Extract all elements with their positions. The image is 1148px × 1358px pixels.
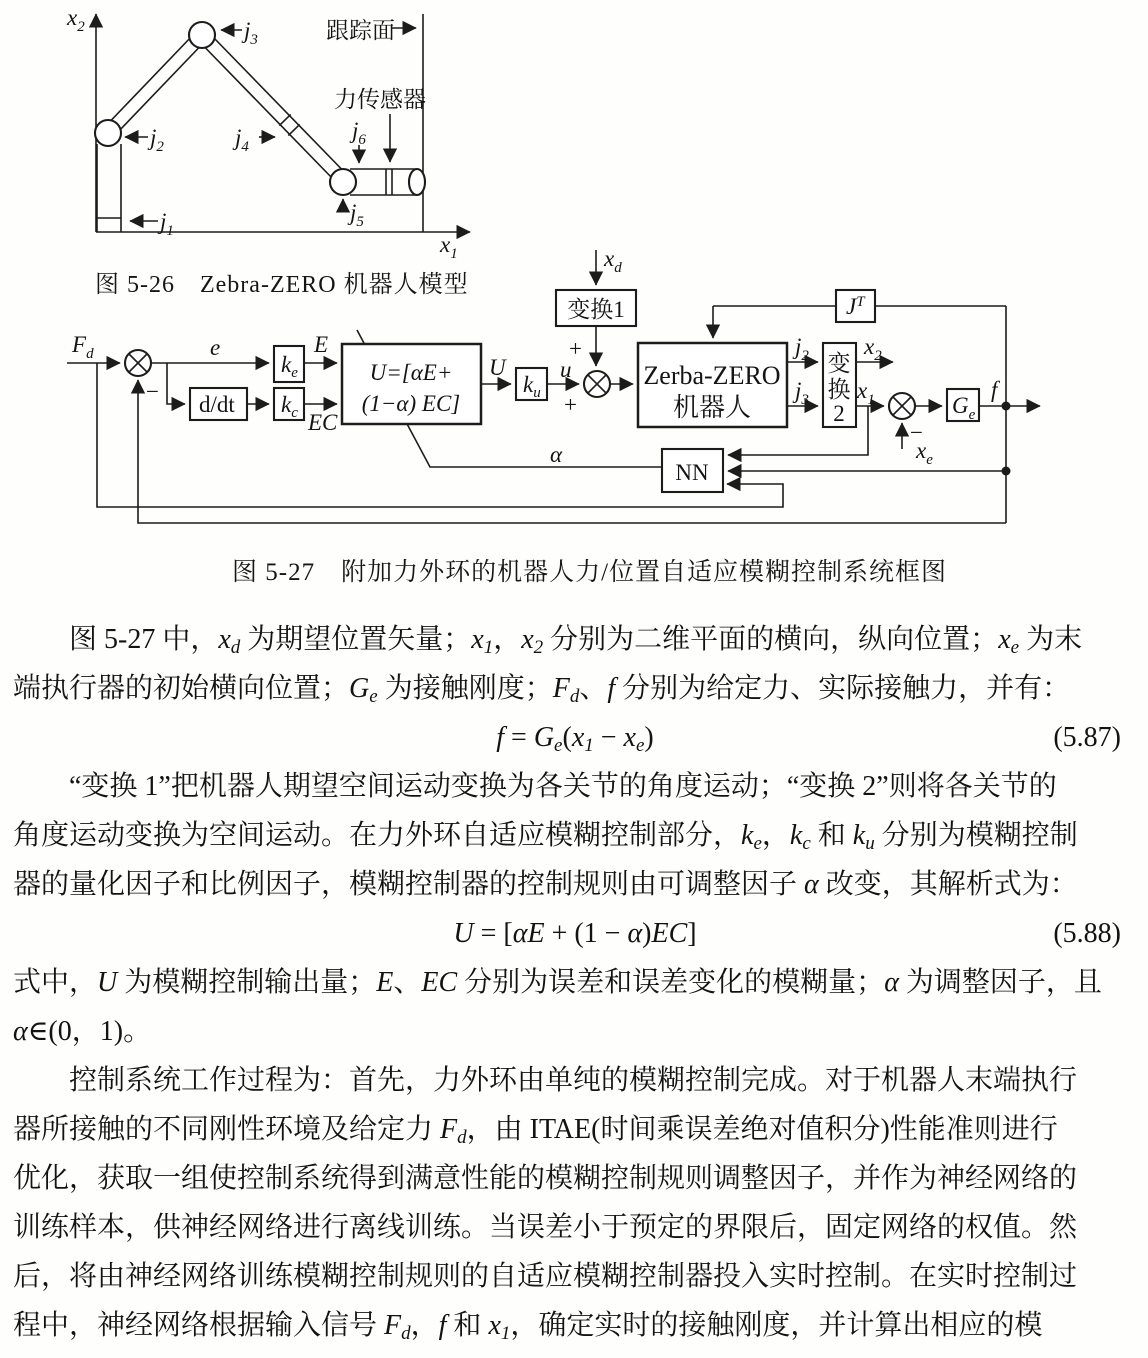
U-label: U	[489, 355, 506, 380]
text-run: ]	[687, 918, 697, 949]
EC-label: EC	[308, 410, 338, 435]
text-run: ，由 ITAE(时间乘误差绝对值积分)性能准则进行	[466, 1114, 1058, 1145]
text-run: k	[789, 820, 803, 851]
body-line-p1l1	[13, 615, 1137, 664]
text-run: 控制系统工作过程为：首先，力外环由单纯的模糊控制完成。对于机器人末端执行	[69, 1065, 1078, 1096]
figure-5-27-caption: 图 5-27 附加力外环的机器人力/位置自适应模糊控制系统框图	[232, 559, 948, 586]
text-run: 2	[533, 637, 544, 658]
text-run: 器的量化因子和比例因子，模糊控制器的控制规则由可调整因子	[13, 869, 805, 900]
text-run: x	[521, 624, 534, 655]
xd-label: $x_d$	[604, 246, 622, 276]
text-run: d	[457, 1127, 467, 1148]
figure-5-27-control-diagram	[55, 245, 1060, 540]
x1-label: $x_1$	[857, 378, 875, 408]
summing-junction-force	[125, 350, 151, 376]
text-run: −	[593, 722, 624, 753]
transform1-label: 变换1	[567, 297, 625, 322]
ku-label: $k_u$	[523, 372, 541, 401]
body-line-p4l3	[13, 1154, 1137, 1203]
text-run: (	[562, 722, 572, 753]
joint-j3-label: $j_3$	[244, 18, 258, 48]
text-run: F	[552, 673, 570, 704]
text-run: E	[376, 967, 394, 998]
text-run: x	[998, 624, 1011, 655]
robot-cjk-label: 机器人	[672, 393, 752, 422]
axis-x2-label: $x_2$	[67, 5, 85, 35]
text-run: 角度运动变换为空间运动。在力外环自适应模糊控制部分，	[13, 820, 742, 851]
transform2-char1: 变	[827, 351, 851, 376]
u-label: u	[560, 357, 572, 382]
text-run: x	[218, 624, 231, 655]
joint-j6-label: $j_6$	[352, 118, 366, 148]
text-run: )	[644, 722, 654, 753]
text-run: 1	[584, 735, 594, 756]
text-run: ，	[761, 820, 790, 851]
body-line-p4l4	[13, 1203, 1137, 1252]
body-line-p2l2	[13, 811, 1137, 860]
joint-j3-circle	[189, 22, 215, 48]
text-run: 分别为模糊控制	[874, 820, 1078, 851]
joint-j1-label: $j_1$	[160, 209, 174, 239]
force-sensor-label: 力传感器	[334, 87, 426, 112]
joint-j2-label: $j_2$	[150, 125, 164, 155]
text-run: e	[369, 686, 378, 707]
body-line-p2l3	[13, 860, 1137, 909]
alpha-label: α	[550, 442, 563, 467]
text-run: =	[504, 722, 534, 753]
text-run: x	[623, 722, 636, 753]
equation-number: (5.88)	[1053, 918, 1121, 949]
text-run: k	[852, 820, 866, 851]
j3-label: $j_3$	[795, 378, 809, 408]
text-run: 1	[483, 637, 494, 658]
ge-label: $G_e$	[952, 393, 976, 423]
text-run: αE	[512, 918, 545, 949]
text-run: k	[741, 820, 754, 851]
figure-5-26-caption: 图 5-26 Zebra-ZERO 机器人模型	[95, 272, 469, 298]
body-line-p4l1	[13, 1056, 1137, 1105]
text-run: x	[488, 1310, 501, 1341]
f-label: f	[991, 377, 998, 402]
text-run: 优化，获取一组使控制系统得到满意性能的模糊控制规则调整因子，并作为神经网络的	[13, 1163, 1078, 1194]
text-run: 分别为二维平面的横向，纵向位置；	[543, 624, 999, 655]
body-line-p1l2	[13, 664, 1137, 713]
text-run: α	[627, 918, 643, 949]
f-branch-dot	[1002, 402, 1011, 411]
body-line-p3l1	[13, 958, 1137, 1007]
text-run: 器所接触的不同刚性环境及给定力	[13, 1114, 441, 1145]
robot-arm-links	[97, 31, 417, 233]
jacobian-transpose-label: $J^T$	[846, 294, 865, 319]
equation-5-88	[13, 909, 1137, 958]
equation-number: (5.87)	[1053, 722, 1121, 753]
body-line-p4l6	[13, 1301, 1137, 1350]
text-run: α	[13, 1016, 28, 1047]
text-run: e	[635, 735, 645, 756]
end-effector-cap	[409, 169, 425, 195]
text-run: u	[865, 833, 875, 854]
label-arrows	[125, 28, 416, 221]
figure-5-26-robot-model	[60, 0, 540, 260]
plus-sign-lower: +	[564, 392, 577, 417]
text-run: 分别为给定力、实际接触力，并有：	[615, 673, 1071, 704]
text-run: ∈(0，1)。	[27, 1016, 152, 1047]
kc-label: $k_c$	[281, 392, 298, 421]
joint-j5-circle	[330, 169, 356, 195]
text-run: x	[571, 722, 585, 753]
text-run: f	[438, 1310, 447, 1341]
fuzzy-law-line2: (1−α) EC]	[361, 391, 461, 416]
body-line-p4l2	[13, 1105, 1137, 1154]
transform2-char3: 2	[833, 401, 845, 426]
text-run: F	[384, 1310, 402, 1341]
signal-lines	[67, 250, 1040, 523]
text-run: d	[569, 686, 580, 707]
text-run: e	[1010, 637, 1020, 658]
e-label: e	[210, 335, 221, 360]
text-run: 为期望位置矢量；	[240, 624, 472, 655]
text-run: 和	[446, 1310, 489, 1341]
text-run: 程中，神经网络根据输入信号	[13, 1310, 385, 1341]
text-run: 后，将由神经网络训练模糊控制规则的自适应模糊控制器投入实时控制。在实时控制过	[13, 1261, 1078, 1292]
text-run: ，	[493, 624, 522, 655]
transform2-char2: 换	[827, 377, 851, 402]
text-run: ，	[410, 1310, 439, 1341]
text-run: 、	[393, 967, 422, 998]
text-run: c	[802, 833, 811, 854]
text-run: f	[496, 722, 505, 753]
tracking-surface-label: 跟踪面	[326, 18, 395, 43]
text-run: U	[453, 918, 474, 949]
text-run: EC	[421, 967, 458, 998]
text-run: d	[230, 637, 241, 658]
minus-sign-force: −	[146, 379, 159, 404]
joint-j5-label: $j_5$	[350, 200, 364, 230]
text-run: d	[401, 1323, 411, 1344]
ddt-label: d/dt	[199, 392, 235, 417]
text-run: 端执行器的初始横向位置；	[13, 673, 350, 704]
text-run: 为末	[1019, 624, 1083, 655]
joint-j4-label: $j_4$	[235, 125, 249, 155]
text-run: 式中，	[13, 967, 98, 998]
text-run: “变换 1”把机器人期望空间运动变换为各关节的角度运动；“变换 2”则将各关节的	[69, 771, 1057, 802]
text-run: U	[97, 967, 118, 998]
E-label: E	[314, 332, 329, 357]
text-run: α	[884, 967, 899, 998]
summing-junction-stiffness	[889, 393, 915, 419]
text-run: G	[533, 722, 555, 753]
robot-name-label: Zerba-ZERO	[643, 361, 781, 390]
text-run: α	[804, 869, 819, 900]
text-run: 1	[500, 1323, 511, 1344]
summing-junction-position	[584, 371, 610, 397]
fd-label: $F_d$	[72, 332, 94, 362]
text-run: ，确定实时的接触刚度，并计算出相应的模	[510, 1310, 1043, 1341]
body-text	[13, 615, 1137, 1350]
text-run: x	[471, 624, 484, 655]
text-run: + (1 −	[544, 918, 628, 949]
joint-j2-circle	[95, 120, 121, 146]
fuzzy-law-line1: U=[αE+	[369, 360, 453, 385]
text-run: )	[642, 918, 652, 949]
axis-x1-label: $x_1$	[440, 232, 458, 260]
x2-label: $x_2$	[864, 334, 882, 364]
text-run: 图 5-27 中，	[69, 624, 219, 655]
text-run: e	[753, 833, 762, 854]
text-run: e	[554, 735, 563, 756]
text-run: EC	[651, 918, 688, 949]
text-run: 分别为误差和误差变化的模糊量；	[457, 967, 885, 998]
text-run: = [	[473, 918, 513, 949]
text-run: 和	[810, 820, 853, 851]
text-run: 改变，其解析式为：	[818, 869, 1078, 900]
ke-label: $k_e$	[281, 352, 298, 381]
plus-sign-upper: +	[569, 336, 582, 361]
xe-label: $x_e$	[916, 438, 933, 468]
body-line-p3l2	[13, 1007, 1137, 1056]
text-run: 为模糊控制输出量；	[117, 967, 377, 998]
body-line-p4l5	[13, 1252, 1137, 1301]
f-nn-dot	[1002, 467, 1011, 476]
text-run: F	[440, 1114, 458, 1145]
body-line-p2l1	[13, 762, 1137, 811]
text-run: 为调整因子，且	[898, 967, 1102, 998]
text-run: f	[607, 673, 616, 704]
minus-sign-xe: −	[910, 420, 923, 445]
text-run: 训练样本，供神经网络进行离线训练。当误差小于预定的界限后，固定网络的权值。然	[13, 1212, 1078, 1243]
j2-label: $j_2$	[795, 334, 809, 364]
nn-label: NN	[675, 460, 709, 485]
text-run: 为接触刚度；	[377, 673, 553, 704]
text-run: G	[349, 673, 370, 704]
equation-5-87	[13, 713, 1137, 762]
text-run: 、	[579, 673, 608, 704]
